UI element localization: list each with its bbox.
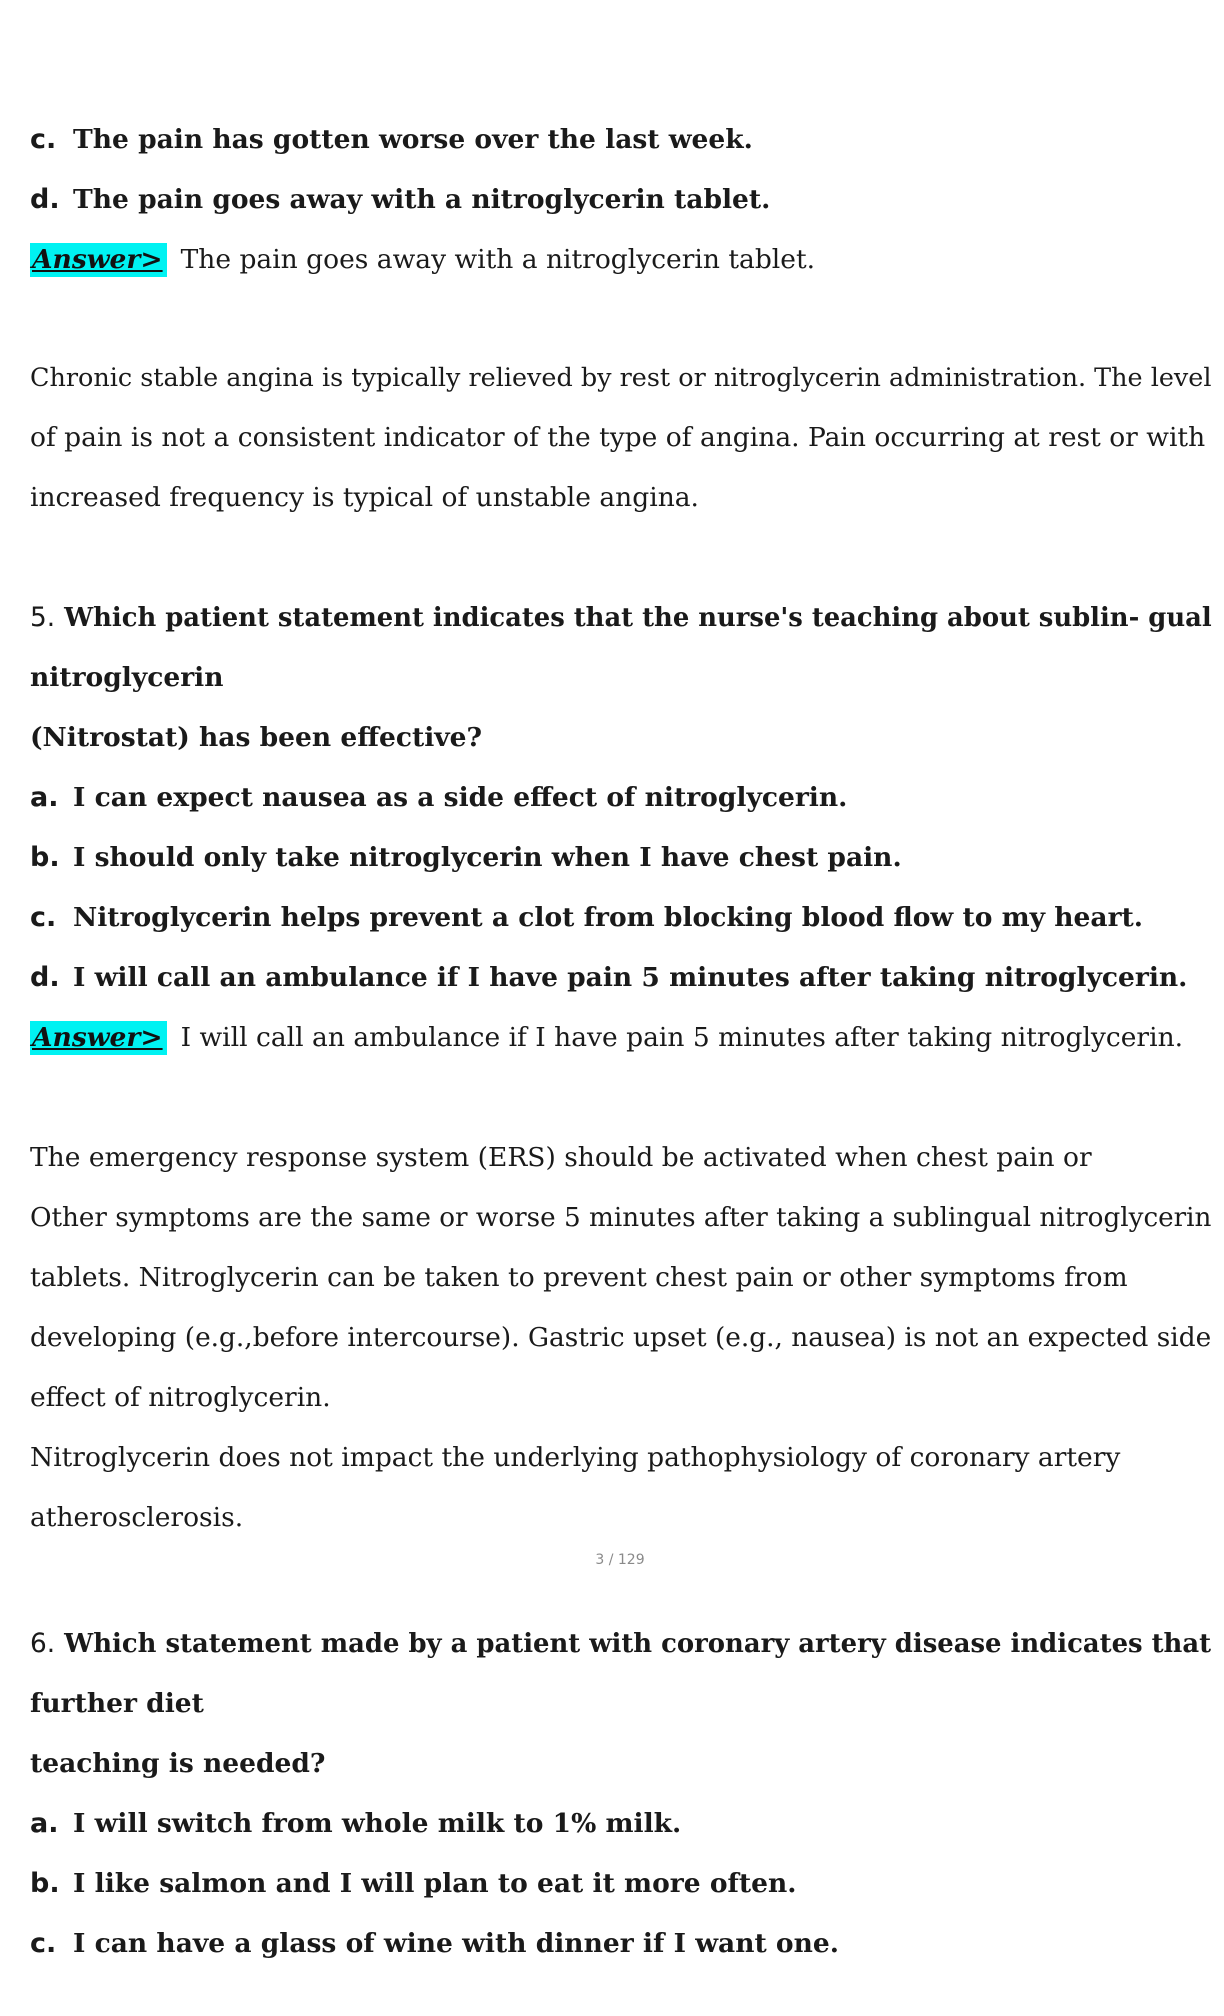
q5-rationale-line: atherosclerosis. (30, 1502, 244, 1533)
question-stem-line: Which patient statement indicates that the nurse's teaching about sublin- gual (64, 603, 1212, 633)
option-text: I will call an ambulance if I have pain 5 minutes after taking nitroglycerin. (73, 962, 1188, 993)
q4-rationale-line: of pain is not a consistent indicator of the type of angina. Pain occurring at rest or with (30, 422, 1206, 453)
q5-rationale-line: developing (e.g.,before intercourse). Gastric upset (e.g., nausea) is not an expected side (30, 1323, 1212, 1353)
q5-stem-line: (Nitrostat) has been effective? (30, 722, 483, 753)
question-stem-line: Which statement made by a patient with coronary artery disease indicates that (64, 1629, 1212, 1659)
option-letter: c. (30, 1928, 57, 1959)
answer-text: The pain goes away with a nitroglycerin tablet. (180, 244, 816, 275)
option-text: I like salmon and I will plan to eat it more often. (73, 1868, 797, 1899)
q4-option-c (30, 120, 753, 160)
option-text: Nitroglycerin helps prevent a clot from blocking blood flow to my heart. (73, 902, 1144, 933)
answer-text: I will call an ambulance if I have pain 5 minutes after taking nitroglycerin. (180, 1022, 1184, 1053)
option-letter: a. (30, 1808, 59, 1839)
q5-rationale-line: Other symptoms are the same or worse 5 minutes after taking a sublingual nitroglycerin (30, 1203, 1212, 1233)
question-number: 5. (30, 603, 56, 633)
q5-rationale-line: The emergency response system (ERS) should be activated when chest pain or (30, 1142, 1092, 1173)
q4-option-d (30, 180, 770, 220)
q4-answer (30, 240, 815, 280)
answer-tag: Answer> (30, 243, 167, 277)
q6-stem-line: further diet (30, 1688, 204, 1719)
option-letter: c. (30, 902, 57, 933)
option-text: The pain has gotten worse over the last week. (73, 124, 753, 155)
q4-rationale-line: Chronic stable angina is typically relieved by rest or nitroglycerin administration. The level (30, 363, 1212, 393)
q5-option-b (30, 838, 902, 878)
option-letter: c. (30, 124, 57, 155)
q6-stem (30, 1624, 1211, 1664)
answer-tag: Answer> (30, 1021, 167, 1055)
q6-option-a (30, 1804, 681, 1844)
option-text: I should only take nitroglycerin when I have chest pain. (73, 842, 902, 873)
q5-stem-line: nitroglycerin (30, 662, 224, 693)
q5-rationale-line: tablets. Nitroglycerin can be taken to prevent chest pain or other symptoms from (30, 1262, 1128, 1293)
q5-option-c (30, 898, 1143, 938)
option-text: I can expect nausea as a side effect of nitroglycerin. (73, 782, 848, 813)
option-letter: b. (30, 842, 60, 873)
q5-rationale-line: Nitroglycerin does not impact the underlying pathophysiology of coronary artery (30, 1442, 1121, 1473)
option-letter: d. (30, 184, 60, 215)
q4-rationale-line: increased frequency is typical of unstable angina. (30, 482, 699, 513)
option-text: The pain goes away with a nitroglycerin tablet. (73, 184, 771, 215)
q6-option-c (30, 1924, 839, 1964)
option-letter: a. (30, 782, 59, 813)
q6-option-b (30, 1864, 796, 1904)
q5-rationale-line: effect of nitroglycerin. (30, 1382, 331, 1413)
q5-option-d (30, 958, 1187, 998)
q5-stem (30, 598, 1212, 638)
q5-answer (30, 1018, 1183, 1058)
option-letter: d. (30, 962, 60, 993)
page-number: 3 / 129 (595, 1552, 645, 1568)
option-text: I will switch from whole milk to 1% milk. (73, 1808, 682, 1839)
option-text: I can have a glass of wine with dinner if I want one. (73, 1928, 839, 1959)
q6-stem-line: teaching is needed? (30, 1748, 326, 1779)
q5-option-a (30, 778, 847, 818)
question-number: 6. (30, 1629, 56, 1659)
option-letter: b. (30, 1868, 60, 1899)
